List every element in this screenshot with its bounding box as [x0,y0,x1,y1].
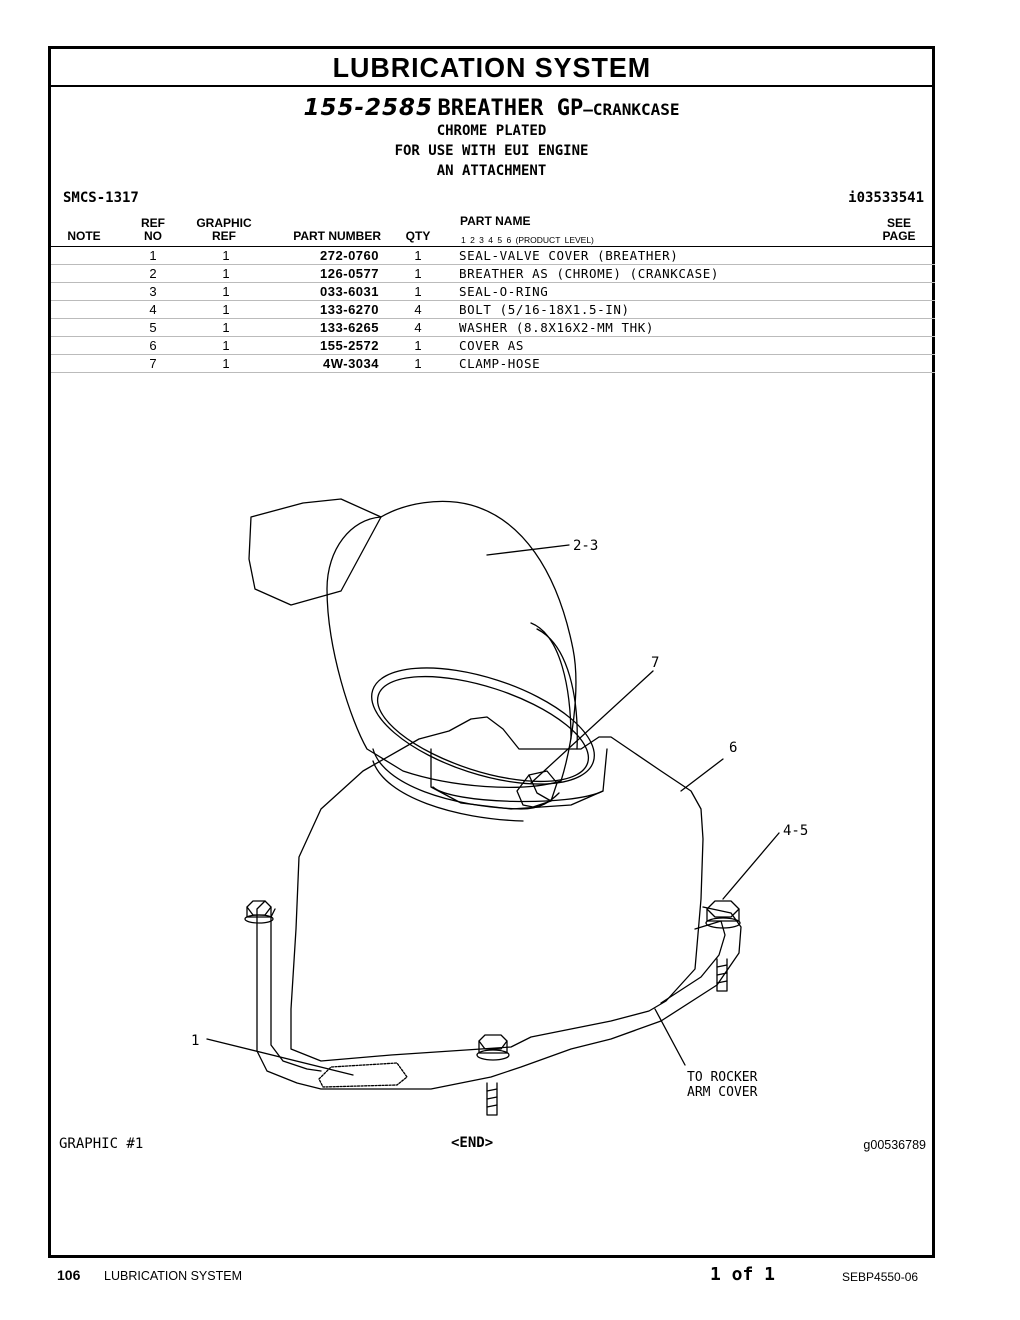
leader-line [723,833,779,899]
group-name-suffix: —CRANKCASE [583,100,680,119]
graphic-ref: 1 [222,266,230,281]
part-name: COVER AS [459,338,525,353]
footer-page-number: 106 [57,1267,81,1283]
breather-group-drawing [51,49,935,1255]
cover-neck [431,749,607,809]
ref-no: 5 [149,320,157,335]
bolt-shape [706,901,740,991]
qty: 4 [414,302,422,317]
breather-body [249,499,381,605]
header-graphic-ref-line2: REF [212,229,236,243]
part-number: 133-6265 [320,320,379,335]
end-marker: <END> [451,1135,494,1151]
section-title: LUBRICATION SYSTEM [332,52,651,83]
leader-line [207,1039,353,1075]
callout-label: 2-3 [573,538,599,554]
graphic-ref: 1 [222,248,230,263]
group-name: BREATHER GP [437,96,584,121]
qty: 1 [414,338,422,353]
qty: 1 [414,356,422,371]
ref-no: 2 [149,266,157,281]
qty: 4 [414,320,422,335]
footer-document-number: SEBP4550-06 [842,1270,919,1284]
valve-cover-seal [319,1063,407,1087]
cover-body-shape [291,717,703,1061]
illustration-id: i03533541 [848,190,924,206]
header-part-number: PART NUMBER [293,229,381,243]
part-number: 126-0577 [320,266,379,281]
callout-label: 4-5 [783,823,809,839]
graphic-ref: 1 [222,356,230,371]
callout-label: 6 [729,740,738,756]
group-description-line: CHROME PLATED [436,123,547,139]
header-graphic-ref-line1: GRAPHIC [196,216,252,230]
callout-label: TO ROCKER [687,1070,758,1085]
clamp-screw [529,775,551,801]
header-see-page-line1: SEE [886,216,911,230]
leader-line [681,759,723,791]
part-name: BREATHER AS (CHROME) (CRANKCASE) [459,266,720,281]
part-name: WASHER (8.8X16X2-MM THK) [459,320,655,335]
part-name: CLAMP-HOSE [459,356,541,371]
hose-clamp [373,761,523,821]
breather-dome [327,501,576,787]
group-part-number: 155-2585 [303,95,434,121]
footer-sheet-count: 1 of 1 [710,1264,776,1285]
ref-no: 3 [149,284,157,299]
header-ref-no-line1: REF [141,216,165,230]
part-name: SEAL-O-RING [459,284,549,299]
ref-no: 1 [149,248,157,263]
leader-line [655,1009,685,1065]
part-number: 272-0760 [320,248,379,263]
ref-no: 7 [149,356,157,371]
ref-no: 6 [149,338,157,353]
callout-label: 7 [651,655,660,671]
graphic-ref: 1 [222,302,230,317]
header-product-levels: 1 2 3 4 5 6 (PRODUCT LEVEL) [461,235,594,245]
leader-line [487,545,569,555]
ref-no: 4 [149,302,157,317]
group-description-line: AN ATTACHMENT [436,163,547,179]
header-note: NOTE [67,229,101,243]
part-name: SEAL-VALVE COVER (BREATHER) [459,248,679,263]
callout-label: 1 [191,1033,200,1049]
smcs-code: SMCS-1317 [63,190,139,206]
footer-section-name: LUBRICATION SYSTEM [104,1269,242,1283]
graphic-ref: 1 [222,284,230,299]
page-frame [48,46,935,1258]
graphic-ref: 1 [222,338,230,353]
part-number: 133-6270 [320,302,379,317]
part-name: BOLT (5/16-18X1.5-IN) [459,302,630,317]
graphic-label: GRAPHIC #1 [59,1136,144,1152]
header-part-name: PART NAME [460,214,531,228]
header-qty: QTY [405,229,431,243]
graphic-id: g00536789 [863,1138,926,1152]
bolt-shape [245,901,273,923]
qty: 1 [414,266,422,281]
part-number: 033-6031 [320,284,379,299]
graphic-ref: 1 [222,320,230,335]
group-description-line: FOR USE WITH EUI ENGINE [394,143,589,159]
header-ref-no-line2: NO [144,229,162,243]
header-see-page-line2: PAGE [882,229,916,243]
part-number: 155-2572 [320,338,379,353]
qty: 1 [414,248,422,263]
qty: 1 [414,284,422,299]
cover-flange-inner [661,921,725,1003]
part-number: 4W-3034 [323,356,379,371]
callout-label: ARM COVER [687,1085,758,1100]
